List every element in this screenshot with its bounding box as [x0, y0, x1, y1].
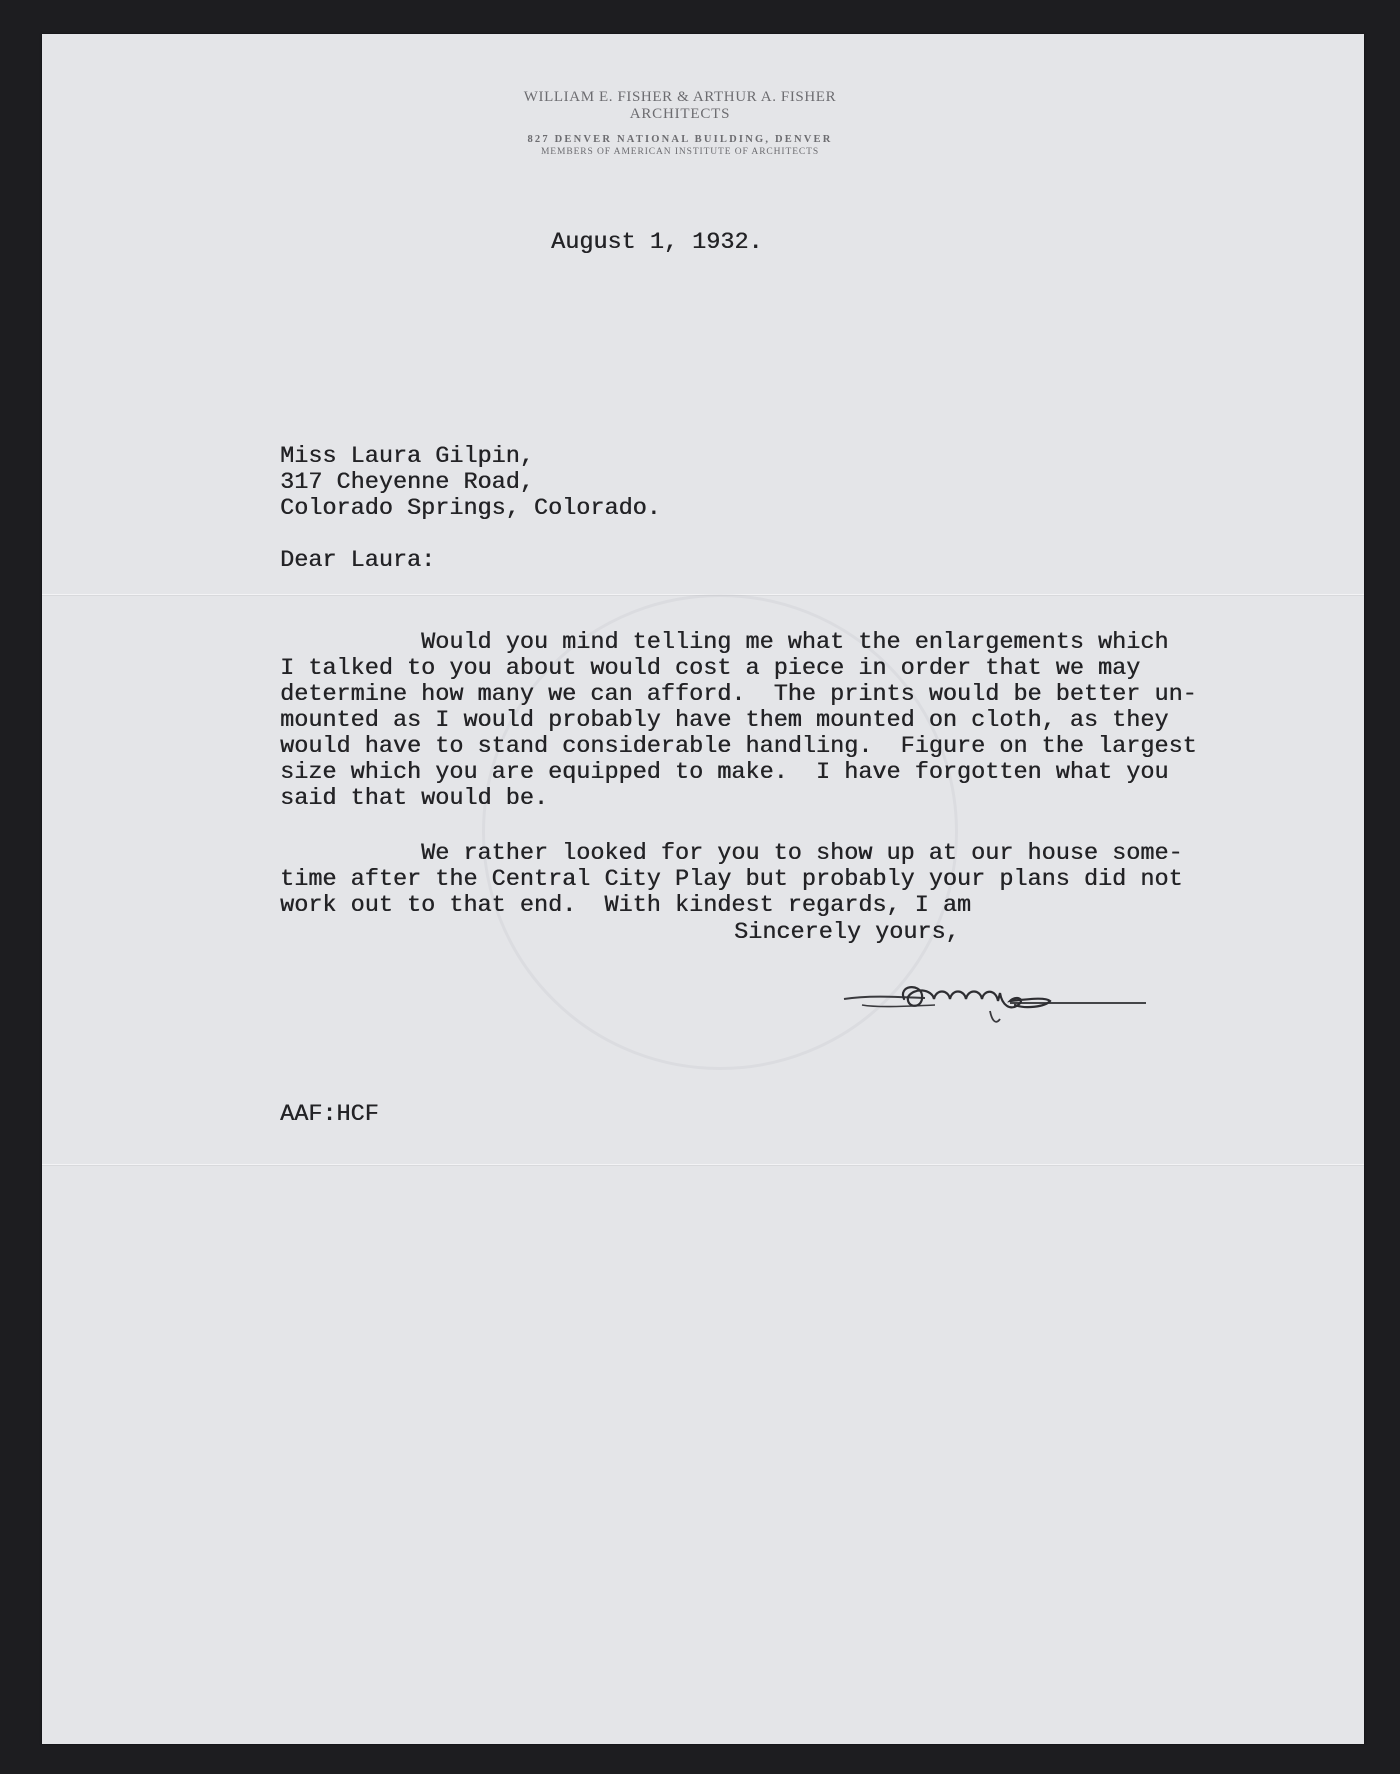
bleed-through-mark — [582, 1124, 600, 1174]
recipient-city: Colorado Springs, Colorado. — [280, 495, 661, 522]
body-line: would have to stand considerable handling. Figure on the largest — [280, 733, 1197, 760]
body-line: Would you mind telling me what the enlargements which — [421, 629, 1169, 656]
recipient-address — [280, 444, 661, 522]
body-paragraph-1 — [280, 604, 1197, 812]
body-line: determine how many we can afford. The prints would be better un- — [280, 681, 1197, 708]
body-paragraph-2 — [280, 815, 1183, 919]
body-line: mounted as I would probably have them mounted on cloth, as they — [280, 707, 1169, 734]
bleed-through-mark — [585, 988, 612, 1056]
complimentary-close: Sincerely yours, — [734, 919, 960, 946]
reference-initials: AAF:HCF — [280, 1101, 379, 1128]
body-line: We rather looked for you to show up at our house some- — [421, 840, 1183, 867]
handwritten-signature — [840, 975, 1150, 1035]
letterhead-firm: WILLIAM E. FISHER & ARTHUR A. FISHER — [523, 89, 837, 105]
body-line: size which you are equipped to make. I have forgotten what you — [280, 759, 1169, 786]
recipient-street: 317 Cheyenne Road, — [280, 469, 534, 496]
body-line: work out to that end. With kindest regards, I am — [280, 892, 972, 919]
body-line: I talked to you about would cost a piece in order that we may — [280, 655, 1141, 682]
fold-line — [42, 1164, 1364, 1165]
letterhead-title: ARCHITECTS — [629, 106, 731, 122]
body-line: time after the Central City Play but probably your plans did not — [280, 866, 1183, 893]
recipient-name: Miss Laura Gilpin, — [280, 443, 534, 470]
letterhead-address: 827 DENVER NATIONAL BUILDING, DENVER — [527, 134, 833, 145]
letter-date: August 1, 1932. — [551, 229, 763, 256]
salutation: Dear Laura: — [280, 547, 436, 574]
body-line: said that would be. — [280, 785, 548, 812]
letterhead-members: MEMBERS OF AMERICAN INSTITUTE OF ARCHITECTS — [540, 147, 820, 157]
letterhead — [400, 88, 960, 158]
